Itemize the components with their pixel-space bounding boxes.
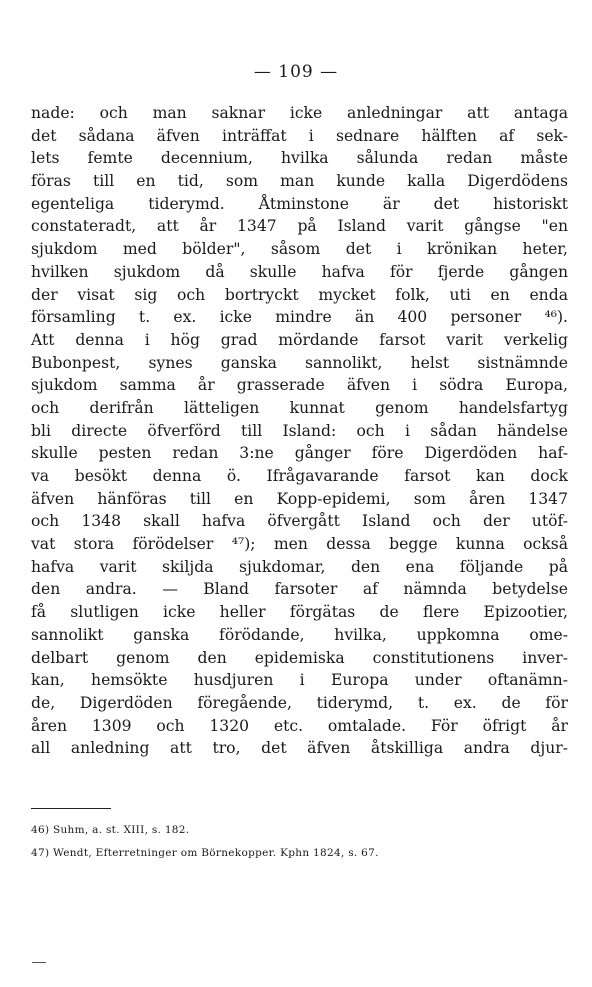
footnote-rule	[31, 808, 111, 809]
text-line: den andra. — Bland farsoter af nämnda betydelse	[31, 580, 568, 599]
text-line: församling t. ex. icke mindre än 400 personer ⁴⁶).	[31, 308, 568, 327]
text-line: vat stora förödelser ⁴⁷); men dessa begge kunna också	[31, 535, 568, 554]
text-line: nade: och man saknar icke anledningar att antaga	[31, 104, 568, 122]
text-line: all anledning att tro, det äfven åtskilliga andra djur-	[31, 739, 568, 758]
text-line: och derifrån lätteligen kunnat genom handelsfartyg	[31, 398, 568, 417]
text-line: egenteliga tiderymd. Åtminstone är det historiskt	[31, 194, 568, 213]
text-line: de, Digerdöden föregående, tiderymd, t. ex. de för	[31, 693, 568, 712]
text-line: och 1348 skall hafva öfvergått Island och der utöf-	[31, 512, 568, 531]
page-number: — 109 —	[253, 62, 339, 82]
text-line: Bubonpest, synes ganska sannolikt, helst sistnämnde	[31, 353, 568, 372]
text-line: hvilken sjukdom då skulle hafva för fjerde gången	[31, 262, 568, 281]
text-line: kan, hemsökte husdjuren i Europa under oftanämn-	[31, 671, 568, 690]
page-corner-mark	[32, 962, 46, 963]
text-line: der visat sig och bortryckt mycket folk, uti en enda	[31, 285, 568, 304]
footnote-46: 46) Suhm, a. st. XIII, s. 182.	[31, 824, 190, 836]
text-line: sjukdom med bölder", såsom det i krönikan heter,	[31, 240, 568, 259]
text-line: constateradt, att år 1347 på Island varit gångse "en	[31, 217, 568, 236]
text-line: bli directe öfverförd till Island: och i sådan händelse	[31, 421, 568, 440]
text-line: sannolikt ganska förödande, hvilka, uppkomna ome-	[31, 625, 568, 644]
text-line: sjukdom samma år grasserade äfven i södra Europa,	[31, 376, 568, 395]
text-line: hafva varit skiljda sjukdomar, den ena följande på	[31, 557, 568, 576]
text-line: Att denna i hög grad mördande farsot varit verkelig	[31, 330, 568, 349]
text-line: skulle pesten redan 3:ne gånger före Digerdöden haf-	[31, 444, 568, 463]
footnote-47: 47) Wendt, Efterretninger om Börnekopper. Kphn 1824, s. 67.	[31, 847, 379, 859]
text-line: föras till en tid, som man kunde kalla Digerdödens	[31, 172, 568, 191]
text-line: det sådana äfven inträffat i sednare hälften af sek-	[31, 126, 568, 145]
text-line: va besökt denna ö. Ifrågavarande farsot kan dock	[31, 467, 568, 485]
text-line: åren 1309 och 1320 etc. omtalade. För öfrigt år	[31, 716, 568, 735]
text-line: delbart genom den epidemiska constitutionens inver-	[31, 648, 568, 667]
text-line: få slutligen icke heller förgätas de flere Epizootier,	[31, 603, 568, 622]
body-text	[31, 102, 568, 760]
text-line: äfven hänföras till en Kopp-epidemi, som åren 1347	[31, 489, 568, 508]
text-line: lets femte decennium, hvilka sålunda redan måste	[31, 149, 568, 168]
